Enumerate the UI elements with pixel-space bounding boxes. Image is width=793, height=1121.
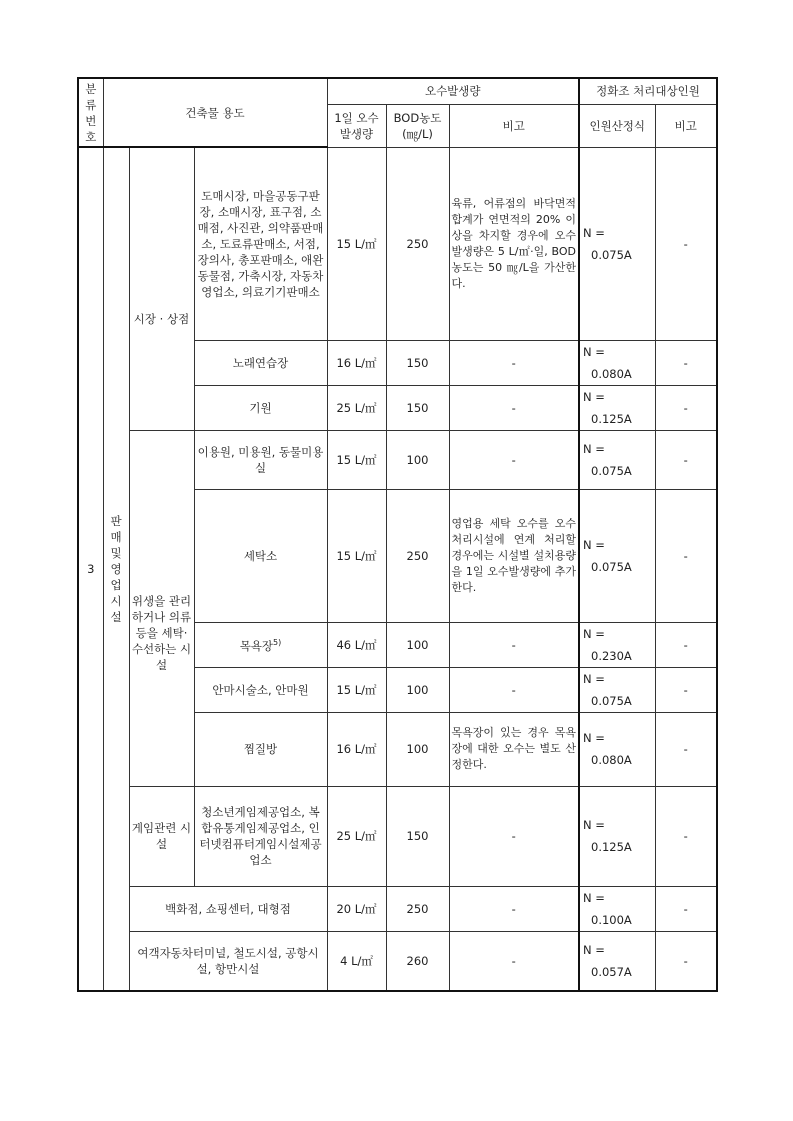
daily-cell: 4 L/㎡ (327, 931, 386, 991)
bod-cell: 250 (386, 886, 449, 931)
remark2-cell: - (655, 931, 717, 991)
bod-cell: 150 (386, 786, 449, 886)
remark-cell: - (449, 430, 579, 489)
remark-cell: 육류, 어류점의 바닥면적 합계가 연면적의 20% 이상을 차지할 경우에 오수발생량은 5 L/㎡·일, BOD농도는 50 ㎎/L을 가산한다. (449, 147, 579, 340)
bod-cell: 150 (386, 385, 449, 430)
formula-cell: N = 0.125A (579, 786, 655, 886)
bod-cell: 100 (386, 622, 449, 667)
bod-cell: 150 (386, 340, 449, 385)
remark2-cell: - (655, 886, 717, 931)
remark-cell: 영업용 세탁 오수를 오수처리시설에 연계 처리할 경우에는 시설별 설치용량을 1일 오수발생량에 추가한다. (449, 489, 579, 622)
category-name: 판매및영업시설 (103, 147, 129, 991)
daily-cell: 16 L/㎡ (327, 340, 386, 385)
formula-cell: N = 0.080A (579, 340, 655, 385)
table-row (78, 430, 717, 489)
remark-cell: - (449, 931, 579, 991)
sewage-generation-table (77, 77, 718, 992)
header-code: 분류번호 (78, 78, 103, 147)
header-formula: 인원산정식 (579, 104, 655, 147)
remark2-cell: - (655, 786, 717, 886)
remark-cell: - (449, 385, 579, 430)
daily-cell: 25 L/㎡ (327, 786, 386, 886)
use-cell: 도매시장, 마을공동구판장, 소매시장, 표구점, 소매점, 사진관, 의약품판매소, 도료류판매소, 서점, 장의사, 총포판매소, 애완동물점, 가축시장, 자동차영업소, 의료기기판매소 (194, 147, 327, 340)
daily-cell: 25 L/㎡ (327, 385, 386, 430)
remark2-cell: - (655, 430, 717, 489)
table-row (78, 886, 717, 931)
table-row (78, 931, 717, 991)
remark2-cell: - (655, 489, 717, 622)
formula-cell: N = 0.230A (579, 622, 655, 667)
formula-cell: N = 0.080A (579, 712, 655, 786)
bod-cell: 100 (386, 667, 449, 712)
daily-cell: 15 L/㎡ (327, 489, 386, 622)
bod-cell: 250 (386, 489, 449, 622)
formula-cell: N = 0.075A (579, 147, 655, 340)
use-cell: 세탁소 (194, 489, 327, 622)
daily-cell: 15 L/㎡ (327, 667, 386, 712)
use-cell: 기원 (194, 385, 327, 430)
remark2-cell: - (655, 147, 717, 340)
subgroup-market: 시장 · 상점 (129, 147, 194, 430)
remark-cell: - (449, 340, 579, 385)
header-use: 건축물 용도 (103, 78, 327, 147)
table-row (78, 147, 717, 340)
daily-cell: 15 L/㎡ (327, 430, 386, 489)
use-cell: 청소년게임제공업소, 복합유통게임제공업소, 인터넷컴퓨터게임시설제공업소 (194, 786, 327, 886)
use-cell: 안마시술소, 안마원 (194, 667, 327, 712)
daily-cell: 46 L/㎡ (327, 622, 386, 667)
daily-cell: 15 L/㎡ (327, 147, 386, 340)
daily-cell: 20 L/㎡ (327, 886, 386, 931)
daily-cell: 16 L/㎡ (327, 712, 386, 786)
header-bod: BOD농도 (㎎/L) (386, 104, 449, 147)
remark2-cell: - (655, 712, 717, 786)
use-cell: 이용원, 미용원, 동물미용실 (194, 430, 327, 489)
formula-cell: N = 0.075A (579, 430, 655, 489)
remark2-cell: - (655, 622, 717, 667)
formula-cell: N = 0.075A (579, 489, 655, 622)
use-cell: 백화점, 쇼핑센터, 대형점 (129, 886, 327, 931)
bod-cell: 100 (386, 430, 449, 489)
subgroup-hygiene: 위생을 관리하거나 의류 등을 세탁·수선하는 시설 (129, 430, 194, 786)
header-septic-group: 정화조 처리대상인원 (579, 78, 717, 104)
remark-cell: 목욕장이 있는 경우 목욕장에 대한 오수는 별도 산정한다. (449, 712, 579, 786)
header-remark2: 비고 (655, 104, 717, 147)
remark-cell: - (449, 886, 579, 931)
formula-cell: N = 0.075A (579, 667, 655, 712)
remark2-cell: - (655, 340, 717, 385)
use-cell: 찜질방 (194, 712, 327, 786)
remark-cell: - (449, 622, 579, 667)
formula-cell: N = 0.100A (579, 886, 655, 931)
use-cell: 노래연습장 (194, 340, 327, 385)
subgroup-game: 게임관련 시설 (129, 786, 194, 886)
use-cell: 여객자동차터미널, 철도시설, 공항시설, 항만시설 (129, 931, 327, 991)
remark2-cell: - (655, 385, 717, 430)
use-cell: 목욕장$^{5)}$ (194, 622, 327, 667)
header-remark: 비고 (449, 104, 579, 147)
header-daily: 1일 오수 발생량 (327, 104, 386, 147)
category-code: 3 (78, 147, 103, 991)
remark-cell: - (449, 786, 579, 886)
bod-cell: 260 (386, 931, 449, 991)
bod-cell: 100 (386, 712, 449, 786)
remark2-cell: - (655, 667, 717, 712)
bod-cell: 250 (386, 147, 449, 340)
header-sewage-group: 오수발생량 (327, 78, 579, 104)
remark-cell: - (449, 667, 579, 712)
formula-cell: N = 0.125A (579, 385, 655, 430)
formula-cell: N = 0.057A (579, 931, 655, 991)
table-row (78, 786, 717, 886)
